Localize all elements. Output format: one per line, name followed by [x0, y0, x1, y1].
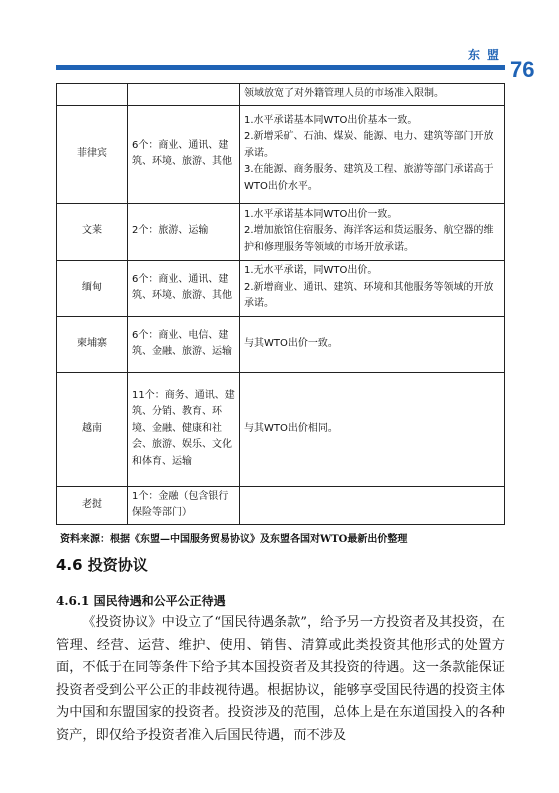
commitment-line: 2.新增商业、通讯、建筑、环境和其他服务等领域的开放承诺。 [244, 281, 494, 310]
country-cell: 菲律宾 [57, 105, 128, 203]
page-number: 76 [510, 57, 535, 82]
table-row [57, 84, 505, 106]
header-divider [56, 65, 505, 70]
commitment-cell [240, 316, 505, 372]
body-paragraph: 《投资协议》中设立了“国民待遇条款”，给予另一方投资者及其投资，在管理、经营、运营、维护、使用、销售、清算或此类投资其他形式的处置方面，不低于在同等条件下给予其本国投资者及其投资的待遇。这一条款能保证投资者受到公平公正的非歧视待遇。根据协议，能够享受国民待遇的投资主体为中国和东盟国家的投资者。投资涉及的范围，总体上是在东道国投入的各种资产，即仅给予投资者准入后国民待遇，而不涉及 [56, 615, 505, 743]
country-cell [57, 84, 128, 106]
commitment-cell [240, 84, 505, 106]
sector-count-cell: 1个：金融（包含银行保险等部门） [128, 486, 240, 524]
table-row [57, 372, 505, 486]
commitment-line: 3.在能源、商务服务、建筑及工程、旅游等部门承诺高于WTO出价水平。 [244, 164, 494, 192]
table-row [57, 316, 505, 372]
commitment-line: 1.无水平承诺，同WTO出价。 [244, 265, 378, 277]
commitment-line: 2.新增采矿、石油、煤炭、能源、电力、建筑等部门开放承诺。 [244, 131, 494, 159]
commitment-line: 1.水平承诺基本同WTO出价一致。 [244, 208, 398, 220]
sector-count-cell [128, 84, 240, 106]
commitment-line: 领域放宽了对外籍管理人员的市场准入限制。 [244, 88, 444, 99]
commitment-cell [240, 372, 505, 486]
sector-count-cell: 6个：商业、电信、建筑、金融、旅游、运输 [128, 316, 240, 372]
commitment-line: 1.水平承诺基本同WTO出价基本一致。 [244, 114, 418, 126]
table-row [57, 486, 505, 524]
sector-count-cell: 6个：商业、通讯、建筑、环境、旅游、其他 [128, 105, 240, 203]
country-cell: 文莱 [57, 203, 128, 260]
country-cell: 越南 [57, 372, 128, 486]
subsection-heading: 4.6.1 国民待遇和公平公正待遇 [56, 594, 226, 608]
commitment-table [56, 83, 505, 525]
country-cell: 老挝 [57, 486, 128, 524]
commitment-cell [240, 260, 505, 316]
header-title: 东盟 [468, 48, 507, 62]
country-cell: 柬埔寨 [57, 316, 128, 372]
section-heading: 4.6 投资协议 [56, 556, 148, 574]
commitment-cell [240, 105, 505, 203]
commitment-line: 2.增加旅馆住宿服务、海洋客运和货运服务、航空器的维护和修理服务等领域的市场开放承诺。 [244, 225, 494, 253]
commitment-line: 与其WTO出价一致。 [244, 337, 338, 349]
table-row [57, 105, 505, 203]
table-row [57, 203, 505, 260]
country-cell: 缅甸 [57, 260, 128, 316]
table-row [57, 260, 505, 316]
commitment-cell [240, 203, 505, 260]
sector-count-cell: 6个：商业、通讯、建筑、环境、旅游、其他 [128, 260, 240, 316]
sector-count-cell: 11个：商务、通讯、建筑、分销、教育、环境、金融、健康和社会、旅游、娱乐、文化和体育、运输 [128, 372, 240, 486]
source-note: 资料来源：根据《东盟—中国服务贸易协议》及东盟各国对WTO最新出价整理 [60, 534, 408, 545]
sector-count-cell: 2个：旅游、运输 [128, 203, 240, 260]
commitment-cell [240, 486, 505, 524]
commitment-line: 与其WTO出价相同。 [244, 422, 338, 434]
